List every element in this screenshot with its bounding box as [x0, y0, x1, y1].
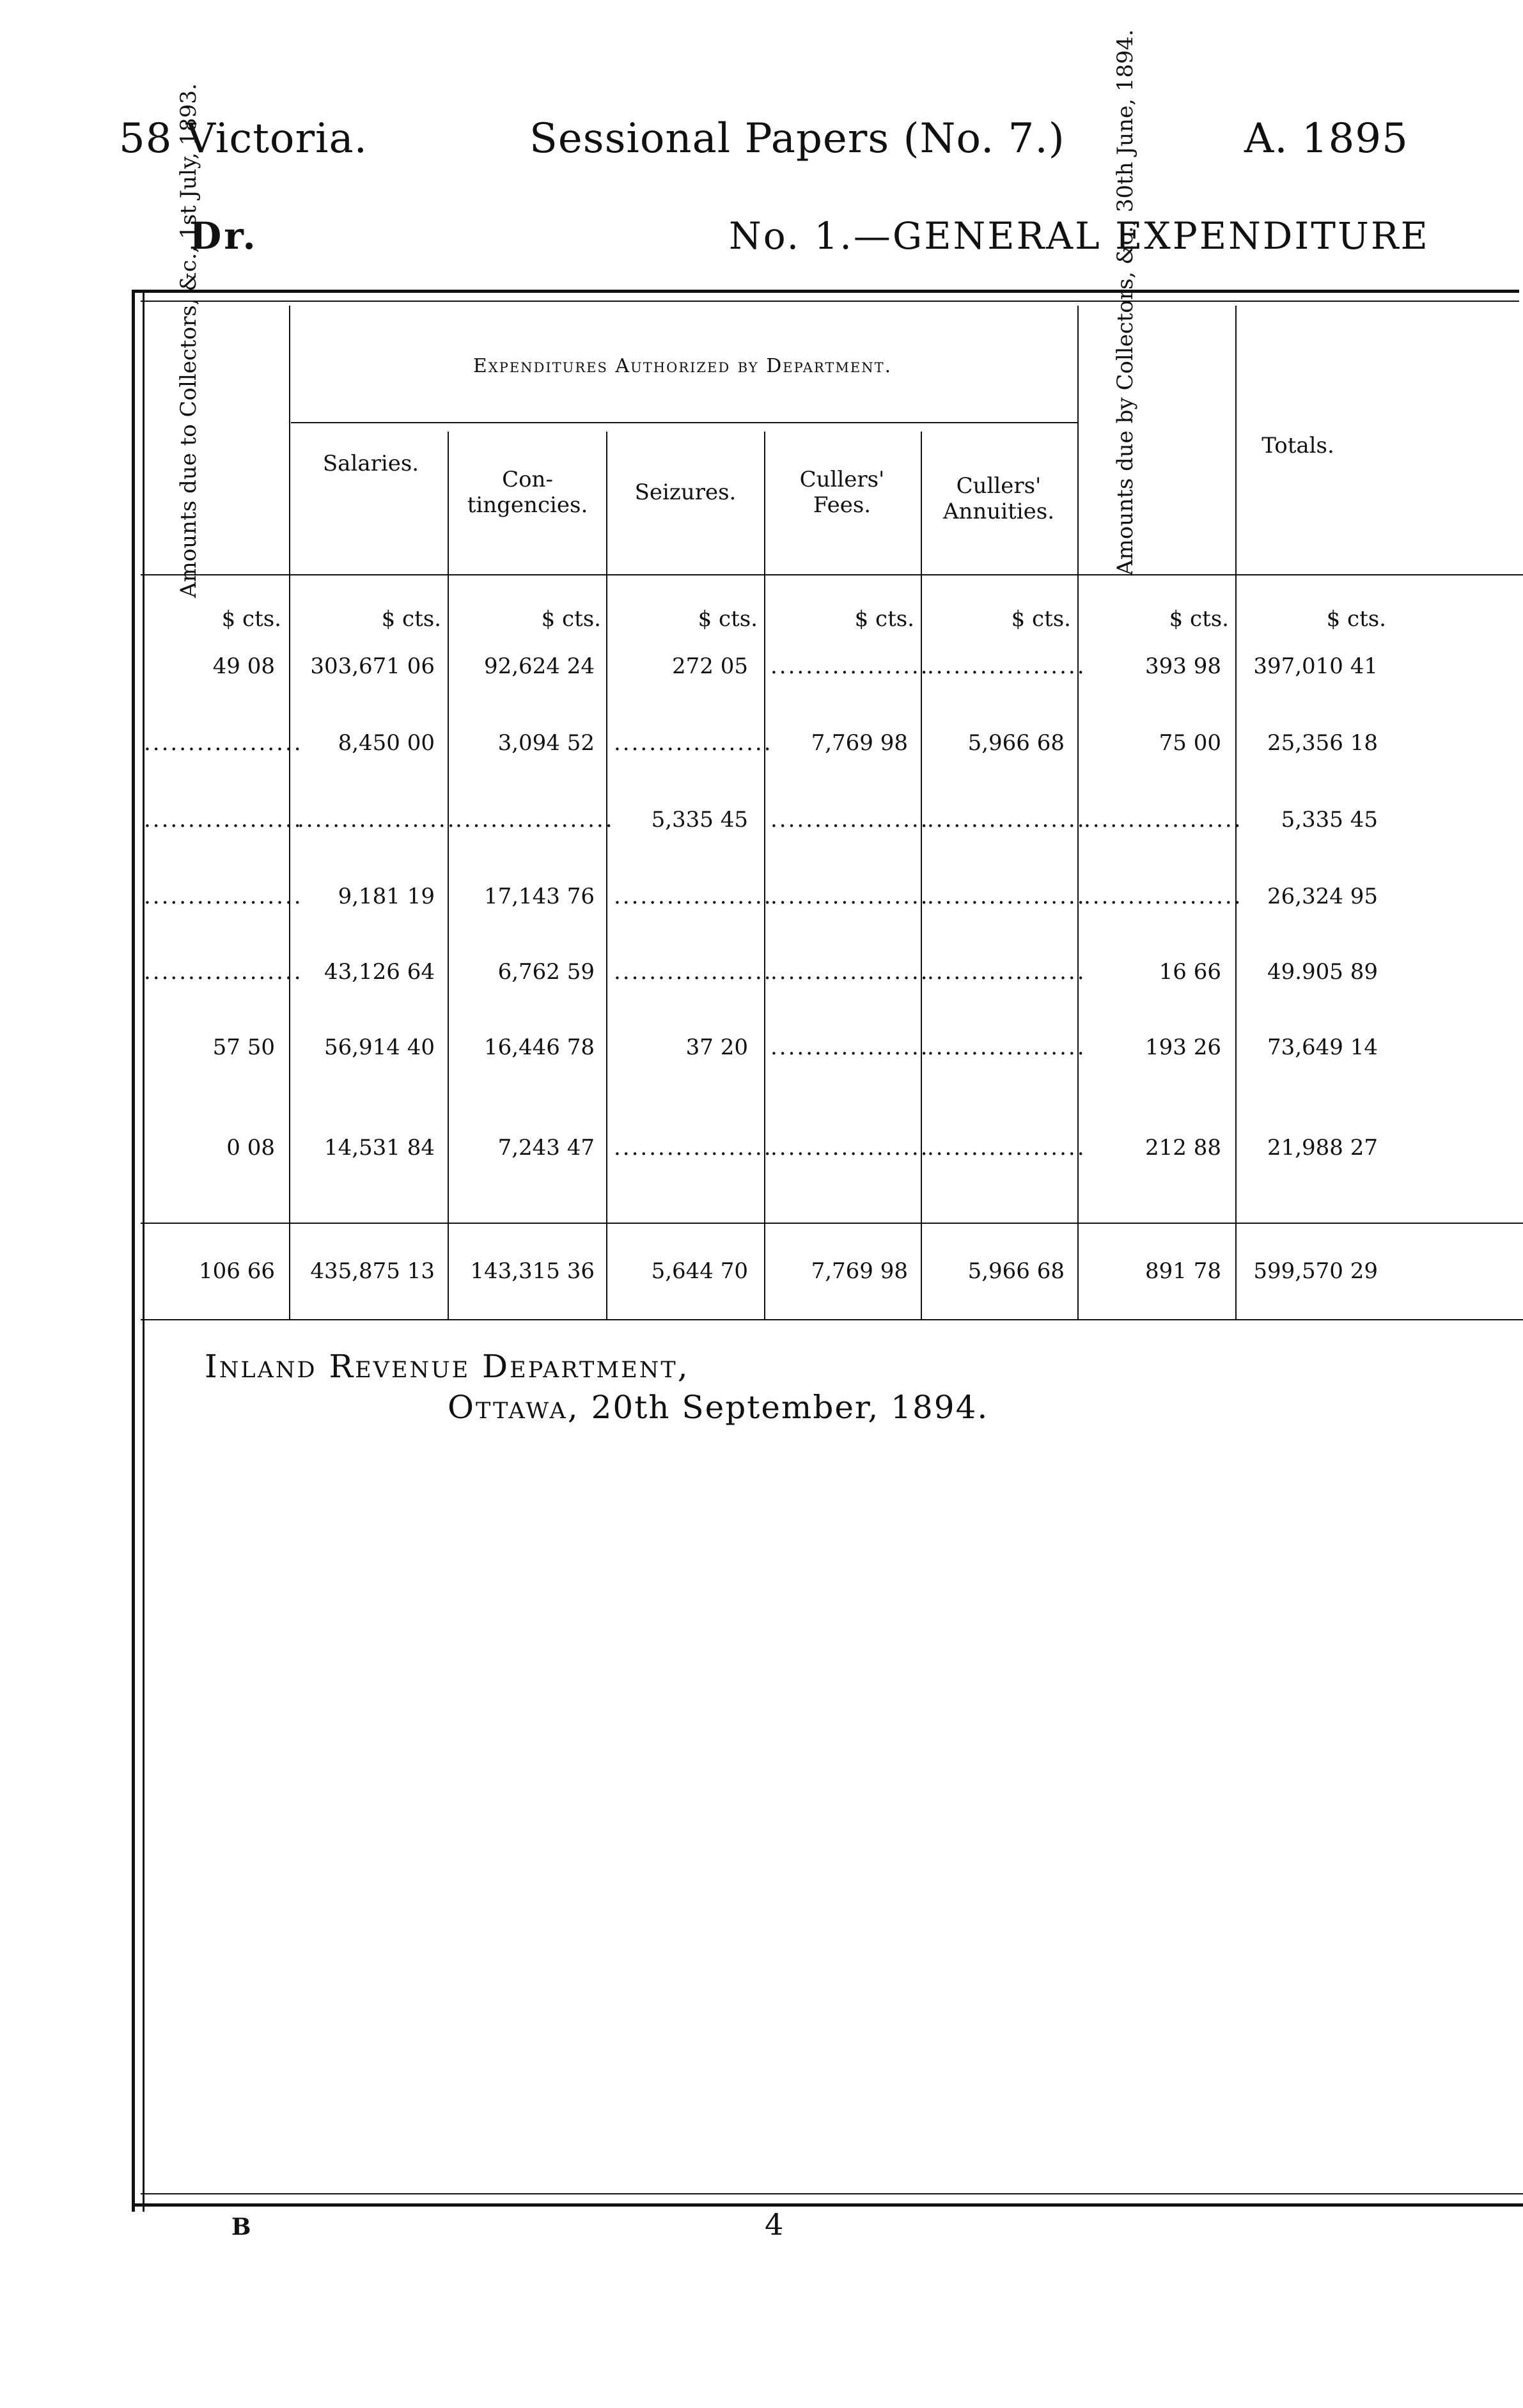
- table-end-rule: [141, 1319, 1523, 1320]
- total-cell: 7,769 98: [811, 1258, 908, 1284]
- table-cell: 6,762 59: [497, 959, 595, 985]
- col-head-seizures: Seizures.: [634, 480, 737, 505]
- table-cell: 92,624 24: [483, 653, 595, 679]
- table-cell: 7,769 98: [811, 730, 908, 756]
- leader-dots: ..................: [927, 807, 1086, 833]
- table-cell: 9,181 19: [338, 884, 435, 909]
- unit-label: $ cts.: [221, 606, 281, 632]
- table-cell: 57 50: [212, 1035, 275, 1060]
- table-cell: 16,446 78: [483, 1035, 595, 1060]
- table-cell: 21,988 27: [1267, 1135, 1378, 1161]
- unit-label: $ cts.: [1011, 606, 1071, 632]
- col-divider: [921, 432, 922, 1319]
- table-cell: 37 20: [685, 1035, 748, 1060]
- table-cell: 7,243 47: [497, 1135, 595, 1161]
- date-text: 20th September, 1894.: [579, 1389, 989, 1426]
- leader-dots: ..................: [927, 884, 1086, 909]
- leader-dots: ..................: [614, 884, 773, 909]
- leader-dots: ..................: [455, 807, 614, 833]
- table-cell: 193 26: [1145, 1035, 1221, 1060]
- col-divider: [764, 432, 765, 1319]
- leader-dots: ..................: [144, 884, 303, 909]
- total-cell: 143,315 36: [470, 1258, 595, 1284]
- leader-dots: ..................: [144, 730, 303, 756]
- table-cell: 25,356 18: [1267, 730, 1378, 756]
- group-rule: [291, 422, 1077, 423]
- unit-label: $ cts.: [1169, 606, 1229, 632]
- table-cell: 3,094 52: [497, 730, 595, 756]
- place-name: Ottawa,: [448, 1389, 580, 1426]
- debit-label: Dr.: [189, 214, 258, 258]
- leader-dots: ..................: [770, 884, 930, 909]
- leader-dots: ..................: [614, 730, 773, 756]
- sum-rule: [141, 1223, 1523, 1224]
- unit-label: $ cts.: [541, 606, 601, 632]
- col-head-contingencies: Con- tingencies.: [467, 467, 588, 518]
- leader-dots: ..................: [927, 1135, 1086, 1161]
- table-top-rule-inner: [141, 301, 1519, 302]
- unit-label: $ cts.: [381, 606, 441, 632]
- table-cell: 17,143 76: [483, 884, 595, 909]
- leader-dots: ..................: [770, 653, 930, 679]
- header-year: A. 1895: [1244, 115, 1409, 162]
- table-cell: 272 05: [672, 653, 748, 679]
- header-volume: 58 Victoria.: [119, 115, 368, 162]
- col-head-totals: Totals.: [1261, 433, 1334, 458]
- group-title: Expenditures Authorized by Department.: [473, 355, 893, 377]
- total-cell: 891 78: [1145, 1258, 1221, 1284]
- header-title: Sessional Papers (No. 7.): [529, 115, 1065, 162]
- leader-dots: ..................: [1084, 884, 1243, 909]
- table-cell: 14,531 84: [324, 1135, 435, 1161]
- leader-dots: ..................: [770, 807, 930, 833]
- table-cell: 212 88: [1145, 1135, 1221, 1161]
- table-cell: 393 98: [1145, 653, 1221, 679]
- table-cell: 397,010 41: [1253, 653, 1378, 679]
- leader-dots: ..................: [614, 1135, 773, 1161]
- department-name: Inland Revenue Department,: [205, 1348, 690, 1385]
- unit-label: $ cts.: [698, 606, 758, 632]
- col-head-due-1894: Amounts due by Collectors, &c., 30th June, 1894.: [1113, 29, 1138, 575]
- col-head-salaries: Salaries.: [322, 451, 419, 476]
- col-head-due-1893: Amounts due to Collectors, &c., 1st July, 1893.: [176, 83, 201, 598]
- leader-dots: ..................: [927, 653, 1086, 679]
- table-bottom-rule: [132, 2203, 1523, 2207]
- col-head-cullers-fees: Cullers' Fees.: [799, 467, 885, 518]
- table-cell: 0 08: [226, 1135, 275, 1161]
- leader-dots: ..................: [614, 959, 773, 985]
- table-cell: 49.905 89: [1267, 959, 1378, 985]
- table-cell: 43,126 64: [324, 959, 435, 985]
- table-top-rule: [132, 290, 1519, 293]
- total-cell: 106 66: [199, 1258, 275, 1284]
- leader-dots: ..................: [770, 1135, 930, 1161]
- leader-dots: ..................: [770, 1035, 930, 1060]
- leader-dots: ..................: [927, 959, 1086, 985]
- table-cell: 16 66: [1159, 959, 1221, 985]
- col-divider: [448, 432, 449, 1319]
- leader-dots: ..................: [144, 959, 303, 985]
- table-cell: 303,671 06: [310, 653, 435, 679]
- place-date: [448, 1389, 988, 1426]
- table-cell: 73,649 14: [1267, 1035, 1378, 1060]
- table-frame-left: [132, 290, 144, 2212]
- header-rule: [141, 574, 1523, 575]
- total-cell: 599,570 29: [1253, 1258, 1378, 1284]
- table-cell: 5,335 45: [651, 807, 748, 833]
- leader-dots: ..................: [927, 1035, 1086, 1060]
- table-cell: 5,966 68: [967, 730, 1065, 756]
- leader-dots: ..................: [770, 959, 930, 985]
- table-cell: 8,450 00: [338, 730, 435, 756]
- unit-label: $ cts.: [854, 606, 914, 632]
- leader-dots: ..................: [144, 807, 303, 833]
- table-cell: 56,914 40: [324, 1035, 435, 1060]
- leader-dots: ..................: [297, 807, 457, 833]
- col-head-cullers-annuities: Cullers' Annuities.: [942, 473, 1055, 524]
- statement-title: No. 1.—GENERAL EXPENDITURE: [729, 214, 1430, 258]
- total-cell: 5,644 70: [651, 1258, 748, 1284]
- table-cell: 75 00: [1159, 730, 1221, 756]
- page-number: 4: [765, 2207, 784, 2242]
- table-cell: 26,324 95: [1267, 884, 1378, 909]
- table-cell: 5,335 45: [1281, 807, 1378, 833]
- total-cell: 435,875 13: [310, 1258, 435, 1284]
- total-cell: 5,966 68: [967, 1258, 1065, 1284]
- signature-mark: B: [231, 2214, 251, 2240]
- col-divider: [606, 432, 607, 1319]
- table-cell: 49 08: [212, 653, 275, 679]
- unit-label: $ cts.: [1326, 606, 1386, 632]
- leader-dots: ..................: [1084, 807, 1243, 833]
- table-bottom-rule-inner: [141, 2193, 1523, 2194]
